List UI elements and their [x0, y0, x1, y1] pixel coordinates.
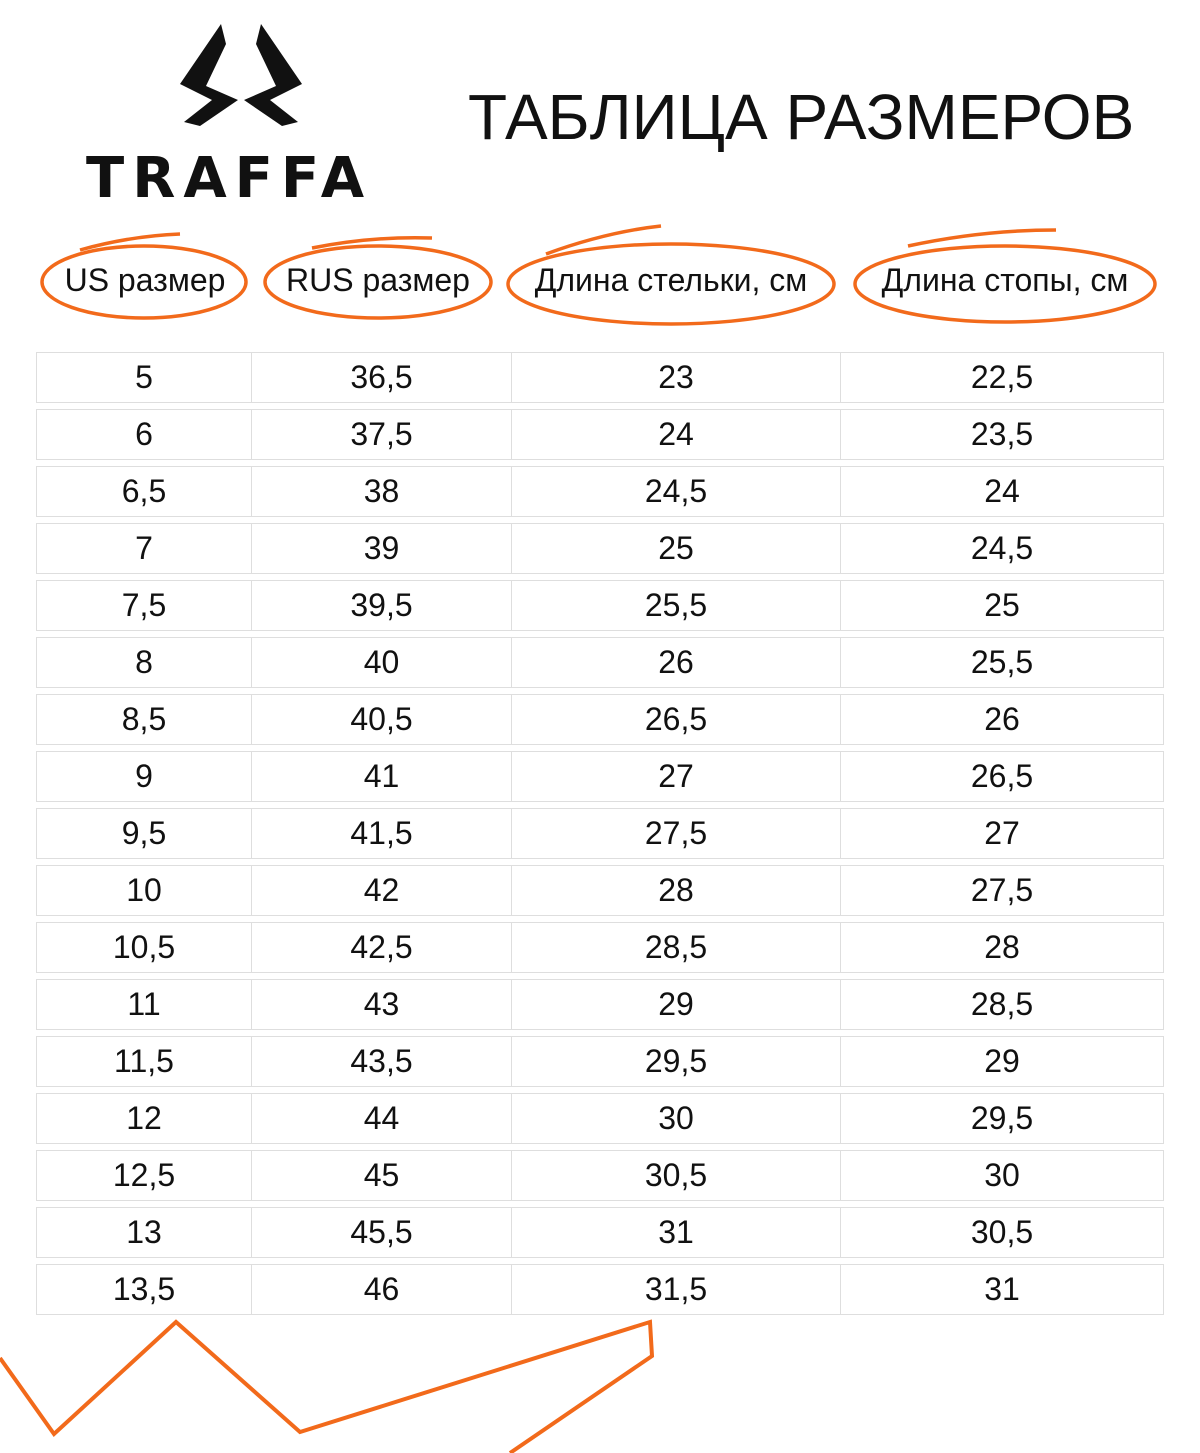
cell-rus-size: 43,5 — [252, 1037, 512, 1086]
cell-insole-length: 26,5 — [512, 695, 841, 744]
cell-foot-length: 29,5 — [970, 1100, 1034, 1136]
column-header-rus-size: RUS размер — [262, 232, 494, 328]
cell-us-size: 9 — [37, 752, 252, 801]
cell-rus-size: 38 — [252, 467, 512, 516]
table-row — [36, 751, 1164, 802]
cell-rus-size: 36,5 — [252, 353, 512, 402]
table-row — [36, 466, 1164, 517]
table-row — [36, 580, 1164, 631]
cell-us-size: 9,5 — [37, 809, 252, 858]
traffa-horns-logo-icon — [176, 20, 306, 140]
size-table — [36, 352, 1164, 1321]
cell-rus-size: 40 — [252, 638, 512, 687]
cell-foot-length: 31 — [984, 1271, 1020, 1307]
cell-us-size: 13,5 — [37, 1265, 252, 1314]
table-row — [36, 979, 1164, 1030]
cell-us-size: 10,5 — [37, 923, 252, 972]
cell-us-size: 7 — [37, 524, 252, 573]
cell-insole-length: 26 — [512, 638, 841, 687]
cell-rus-size: 45,5 — [252, 1208, 512, 1257]
cell-foot-length: 30,5 — [970, 1214, 1034, 1250]
cell-foot-length: 28 — [984, 929, 1020, 965]
cell-rus-size: 45 — [252, 1151, 512, 1200]
table-row — [36, 865, 1164, 916]
cell-us-size: 11 — [37, 980, 252, 1029]
orange-zigzag-decoration — [0, 1310, 1200, 1453]
cell-rus-size: 39,5 — [252, 581, 512, 630]
cell-insole-length: 30,5 — [512, 1151, 841, 1200]
cell-rus-size: 37,5 — [252, 410, 512, 459]
cell-foot-length: 24 — [984, 473, 1020, 509]
table-row — [36, 694, 1164, 745]
table-row — [36, 922, 1164, 973]
cell-us-size: 12,5 — [37, 1151, 252, 1200]
cell-us-size: 7,5 — [37, 581, 252, 630]
cell-us-size: 6,5 — [37, 467, 252, 516]
cell-rus-size: 41 — [252, 752, 512, 801]
cell-foot-length: 27,5 — [970, 872, 1034, 908]
cell-insole-length: 27 — [512, 752, 841, 801]
cell-rus-size: 43 — [252, 980, 512, 1029]
cell-insole-length: 28,5 — [512, 923, 841, 972]
table-row — [36, 1150, 1164, 1201]
column-header-insole-length: Длина стельки, см — [506, 232, 836, 328]
column-header-foot-length: Длина стопы, см — [852, 232, 1158, 328]
cell-insole-length: 28 — [512, 866, 841, 915]
cell-insole-length: 24 — [512, 410, 841, 459]
brand-name: TRAFFA — [86, 146, 373, 211]
cell-insole-length: 29,5 — [512, 1037, 841, 1086]
cell-foot-length: 30 — [984, 1157, 1020, 1193]
cell-rus-size: 46 — [252, 1265, 512, 1314]
column-header-us-size: US размер — [40, 232, 250, 328]
cell-us-size: 8,5 — [37, 695, 252, 744]
cell-rus-size: 42 — [252, 866, 512, 915]
cell-insole-length: 24,5 — [512, 467, 841, 516]
cell-us-size: 10 — [37, 866, 252, 915]
cell-foot-length: 27 — [984, 815, 1020, 851]
cell-insole-length: 25,5 — [512, 581, 841, 630]
cell-us-size: 13 — [37, 1208, 252, 1257]
cell-us-size: 8 — [37, 638, 252, 687]
table-row — [36, 409, 1164, 460]
cell-foot-length: 26,5 — [970, 758, 1034, 794]
table-row — [36, 523, 1164, 574]
cell-us-size: 5 — [37, 353, 252, 402]
cell-foot-length: 29 — [984, 1043, 1020, 1079]
brand-logo — [80, 20, 400, 220]
cell-insole-length: 27,5 — [512, 809, 841, 858]
cell-rus-size: 41,5 — [252, 809, 512, 858]
table-row — [36, 637, 1164, 688]
table-row — [36, 1036, 1164, 1087]
cell-us-size: 12 — [37, 1094, 252, 1143]
cell-insole-length: 31 — [512, 1208, 841, 1257]
page-title: ТАБЛИЦА РАЗМЕРОВ — [468, 81, 1135, 153]
cell-rus-size: 40,5 — [252, 695, 512, 744]
table-row — [36, 1093, 1164, 1144]
cell-us-size: 11,5 — [37, 1037, 252, 1086]
cell-insole-length: 31,5 — [512, 1265, 841, 1314]
cell-foot-length: 25,5 — [970, 644, 1034, 680]
table-row — [36, 1264, 1164, 1315]
cell-foot-length: 28,5 — [970, 986, 1034, 1022]
cell-insole-length: 23 — [512, 353, 841, 402]
cell-foot-length: 24,5 — [970, 530, 1034, 566]
cell-insole-length: 25 — [512, 524, 841, 573]
cell-rus-size: 44 — [252, 1094, 512, 1143]
cell-foot-length: 22,5 — [970, 359, 1034, 395]
cell-us-size: 6 — [37, 410, 252, 459]
cell-foot-length: 26 — [984, 701, 1020, 737]
cell-insole-length: 30 — [512, 1094, 841, 1143]
table-row — [36, 1207, 1164, 1258]
cell-rus-size: 42,5 — [252, 923, 512, 972]
cell-foot-length: 25 — [984, 587, 1020, 623]
cell-foot-length: 23,5 — [970, 416, 1034, 452]
table-row — [36, 808, 1164, 859]
cell-insole-length: 29 — [512, 980, 841, 1029]
cell-rus-size: 39 — [252, 524, 512, 573]
table-row — [36, 352, 1164, 403]
